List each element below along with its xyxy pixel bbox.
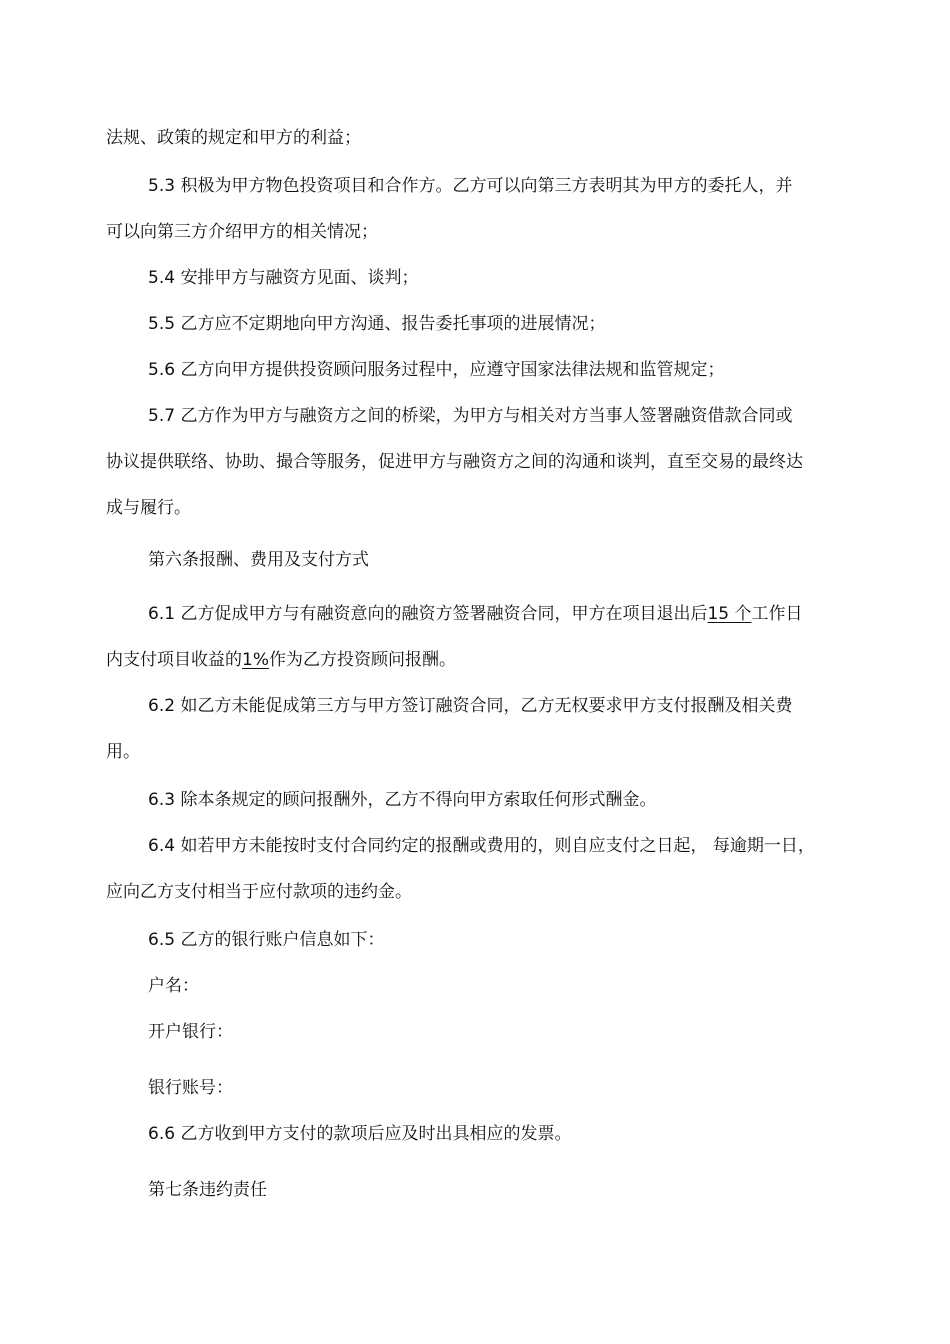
clause-5-6: 5.6 乙方向甲方提供投资顾问服务过程中，应遵守国家法律法规和监管规定；	[148, 360, 725, 380]
text-part-end: 作为乙方投资顾问报酬。	[268, 650, 456, 670]
text-line	[106, 648, 456, 672]
text-line: 应向乙方支付相当于应付款项的违约金。	[106, 882, 412, 902]
clause-5-7: 5.7 乙方作为甲方与融资方之间的桥梁，为甲方与相关对方当事人签署融资借款合同或	[148, 406, 793, 426]
clause-6-1-text-end: 工作日	[751, 604, 803, 624]
text-part: 内支付项目收益的	[106, 650, 242, 670]
article-6-heading: 第六条报酬、费用及支付方式	[148, 550, 369, 570]
text-line: 用。	[106, 742, 140, 762]
clause-5-5: 5.5 乙方应不定期地向甲方沟通、报告委托事项的进展情况；	[148, 314, 606, 334]
clause-6-5: 6.5 乙方的银行账户信息如下：	[148, 930, 385, 950]
clause-5-4: 5.4 安排甲方与融资方见面、谈判；	[148, 268, 419, 288]
text-line: 成与履行。	[106, 498, 191, 518]
article-7-heading: 第七条违约责任	[148, 1180, 267, 1200]
clause-6-1-text: 6.1 乙方促成甲方与有融资意向的融资方签署融资合同，甲方在项目退出后	[148, 604, 708, 624]
clause-6-3: 6.3 除本条规定的顾问报酬外，乙方不得向甲方索取任何形式酬金。	[148, 790, 657, 810]
bank-name-label: 开户银行：	[148, 1022, 233, 1042]
payment-days: 15 个	[707, 604, 752, 624]
text-line: 协议提供联络、协助、撮合等服务，促进甲方与融资方之间的沟通和谈判，直至交易的最终达	[106, 452, 803, 472]
text-line: 可以向第三方介绍甲方的相关情况；	[106, 222, 378, 242]
clause-6-1	[148, 602, 803, 626]
clause-6-4: 6.4 如若甲方未能按时支付合同约定的报酬或费用的，则自应支付之日起， 每逾期一日，	[148, 836, 815, 856]
account-number-label: 银行账号：	[148, 1078, 233, 1098]
clause-6-6: 6.6 乙方收到甲方支付的款项后应及时出具相应的发票。	[148, 1124, 572, 1144]
fee-percent: 1%	[242, 650, 269, 670]
clause-6-2: 6.2 如乙方未能促成第三方与甲方签订融资合同，乙方无权要求甲方支付报酬及相关费	[148, 696, 793, 716]
text-line: 法规、政策的规定和甲方的利益；	[106, 128, 361, 148]
account-name-label: 户名：	[148, 976, 199, 996]
clause-5-3: 5.3 积极为甲方物色投资项目和合作方。乙方可以向第三方表明其为甲方的委托人，并	[148, 176, 793, 196]
